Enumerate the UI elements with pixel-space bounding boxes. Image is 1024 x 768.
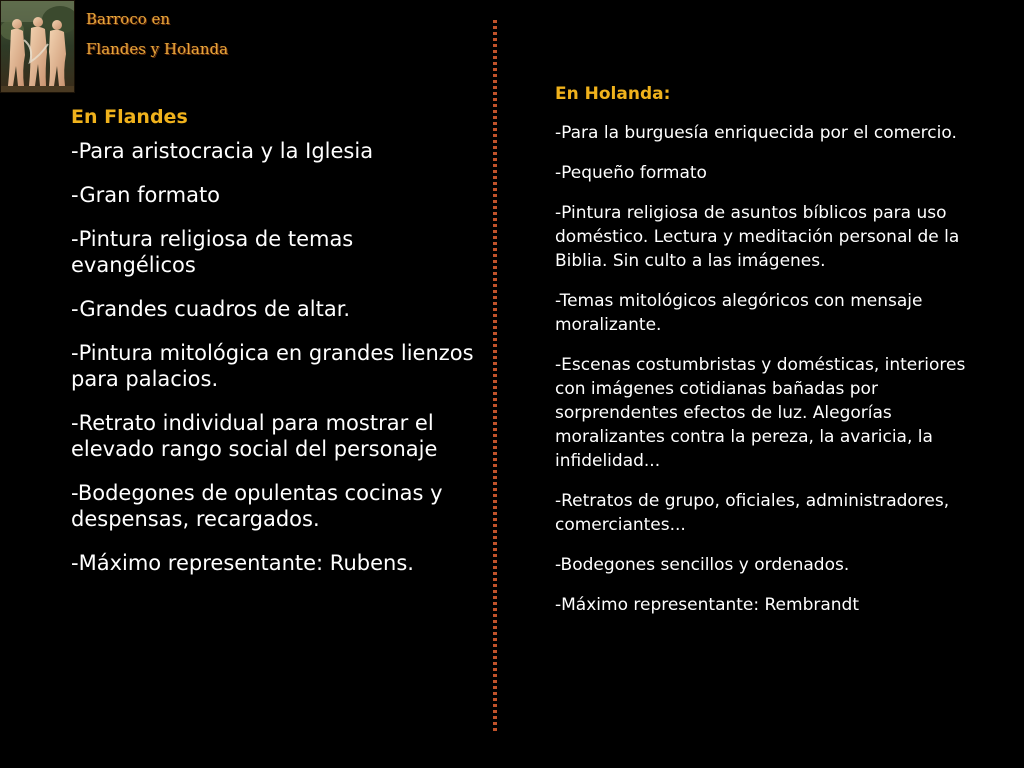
flandes-column	[71, 104, 481, 594]
flandes-item: -Máximo representante: Rubens.	[71, 551, 414, 575]
holanda-item: -Retratos de grupo, oficiales, administradores, comerciantes...	[555, 491, 950, 535]
slide-title	[86, 4, 228, 64]
flandes-heading: En Flandes	[71, 106, 188, 128]
flandes-item: -Bodegones de opulentas cocinas y despensas, recargados.	[71, 481, 443, 531]
column-divider	[493, 20, 497, 732]
slide-title-line1: Barroco en	[86, 10, 171, 28]
flandes-item: -Pintura religiosa de temas evangélicos	[71, 227, 354, 277]
flandes-item: -Grandes cuadros de altar.	[71, 297, 351, 321]
holanda-item: -Pequeño formato	[555, 163, 707, 183]
flandes-item: -Para aristocracia y la Iglesia	[71, 139, 374, 163]
flandes-item: -Retrato individual para mostrar el elevado rango social del personaje	[71, 411, 438, 461]
three-graces-painting-icon	[0, 0, 75, 93]
holanda-item: -Pintura religiosa de asuntos bíblicos para uso doméstico. Lectura y meditación personal de la Biblia. Sin culto a las imágenes.	[555, 203, 960, 271]
holanda-item: -Temas mitológicos alegóricos con mensaje moralizante.	[555, 291, 923, 335]
holanda-item: -Escenas costumbristas y domésticas, interiores con imágenes cotidianas bañadas por sorprendentes efectos de luz. Alegorías moralizantes contra la pereza, la avaricia, la infidelidad...	[555, 355, 966, 471]
holanda-heading: En Holanda:	[555, 84, 671, 104]
holanda-item: -Bodegones sencillos y ordenados.	[555, 555, 850, 575]
flandes-item: -Gran formato	[71, 183, 221, 207]
holanda-column	[555, 82, 980, 633]
slide-title-line2: Flandes y Holanda	[86, 40, 229, 58]
holanda-item: -Máximo representante: Rembrandt	[555, 595, 860, 615]
holanda-item: -Para la burguesía enriquecida por el comercio.	[555, 123, 957, 143]
flandes-item: -Pintura mitológica en grandes lienzos para palacios.	[71, 341, 474, 391]
